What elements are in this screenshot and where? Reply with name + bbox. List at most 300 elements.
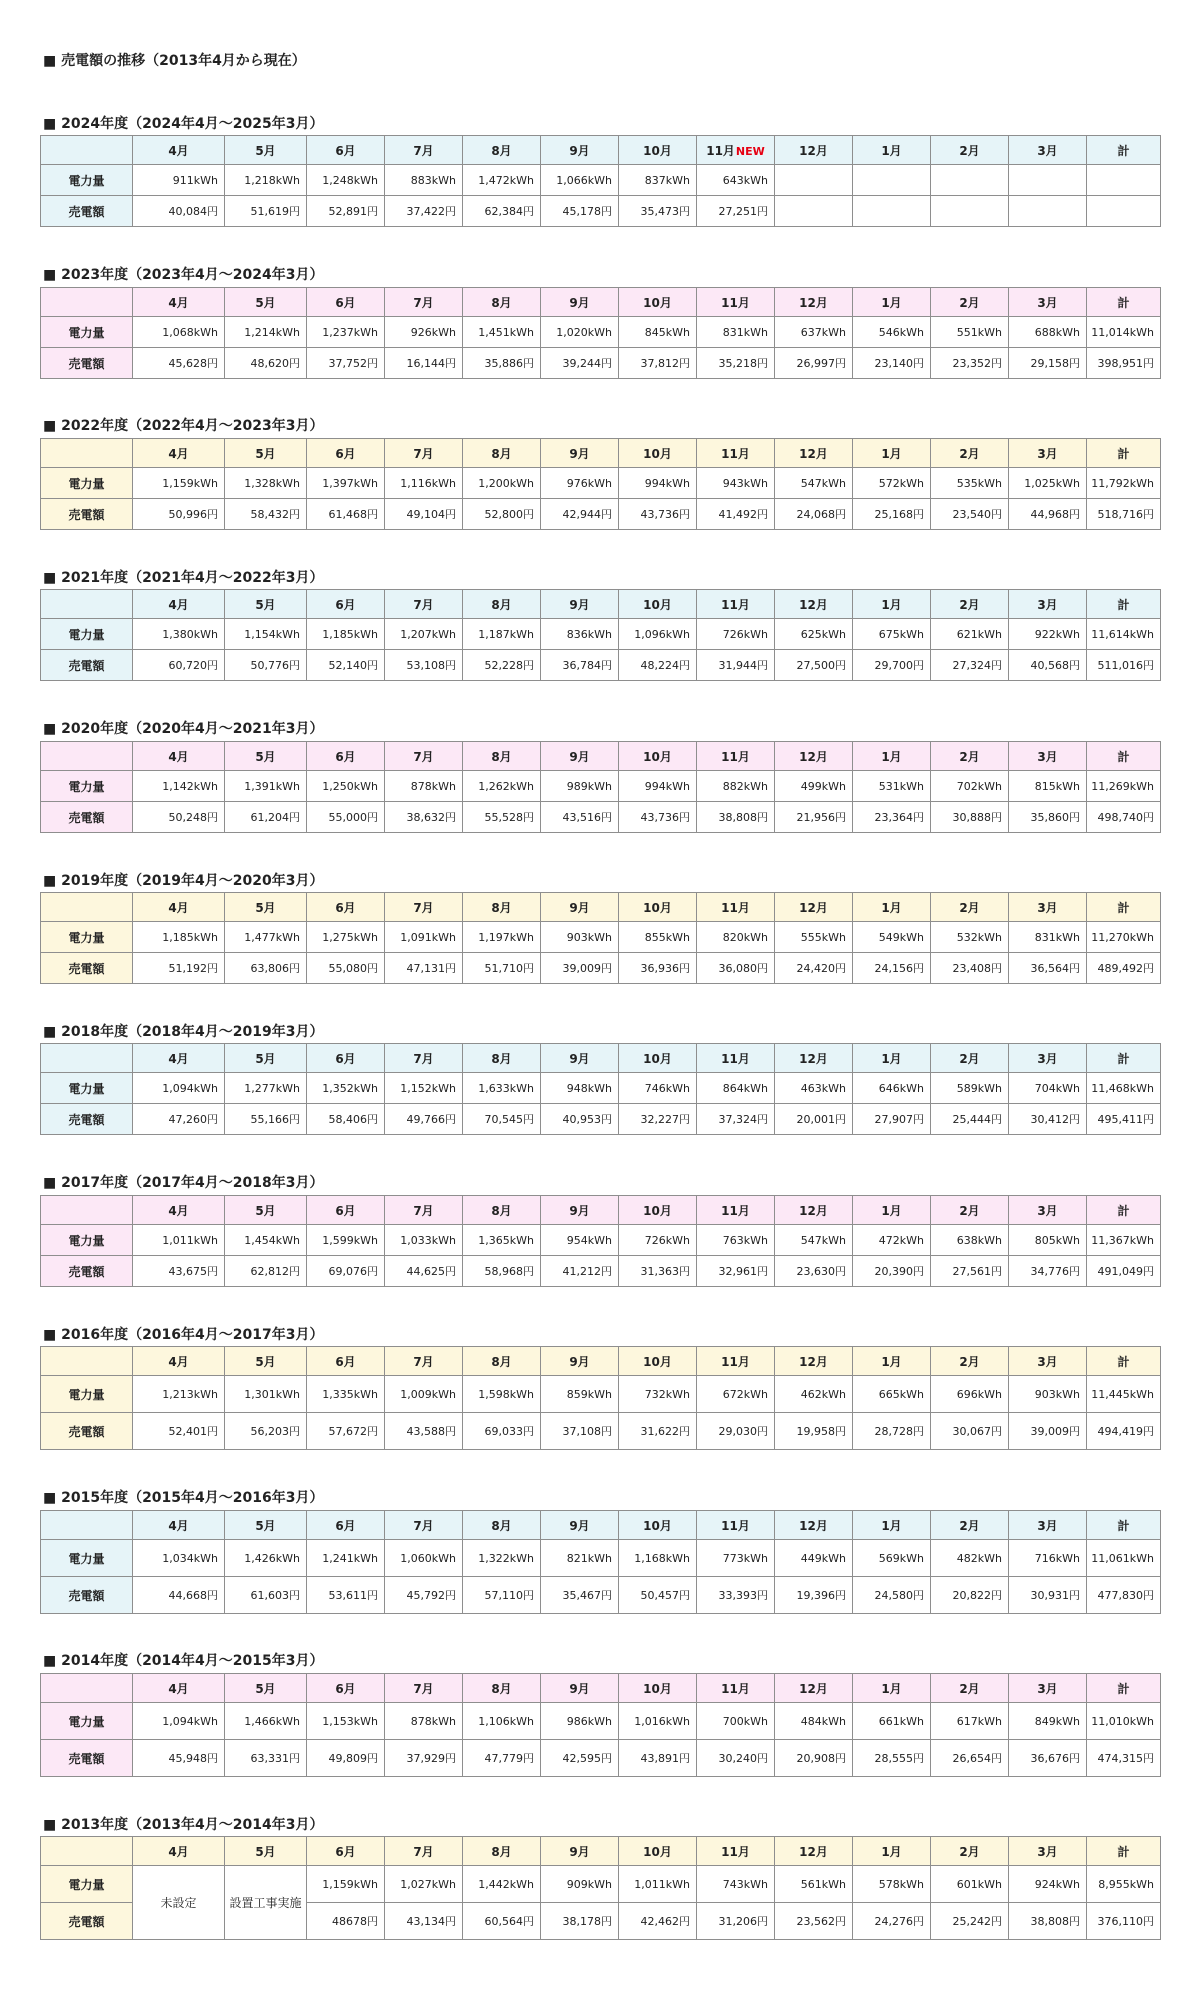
month-header: 7月: [385, 288, 463, 317]
table-cell: 1,466kWh: [225, 1703, 307, 1740]
table-cell: 44,625円: [385, 1256, 463, 1287]
energy-row: [41, 165, 1161, 196]
table-cell: 909kWh: [541, 1866, 619, 1903]
year-section-title: ■ 2015年度（2015年4月～2016年3月）: [43, 1490, 324, 1506]
month-header: 3月: [1009, 439, 1087, 468]
month-header: 12月: [775, 1347, 853, 1376]
table-cell: 1,472kWh: [463, 165, 541, 196]
month-header-row: [41, 439, 1161, 468]
table-cell: 30,412円: [1009, 1104, 1087, 1135]
month-header: 12月: [775, 590, 853, 619]
table-cell: 511,016円: [1087, 650, 1161, 681]
table-cell: 1,442kWh: [463, 1866, 541, 1903]
table-cell: 27,324円: [931, 650, 1009, 681]
table-cell: 491,049円: [1087, 1256, 1161, 1287]
table-cell: 1,185kWh: [133, 922, 225, 953]
month-header: 1月: [853, 742, 931, 771]
month-header: 4月: [133, 1674, 225, 1703]
table-cell: 49,104円: [385, 499, 463, 530]
month-header: 3月: [1009, 590, 1087, 619]
table-corner: [41, 136, 133, 165]
table-cell: 831kWh: [697, 317, 775, 348]
month-header-row: [41, 136, 1161, 165]
month-header: 計: [1087, 1347, 1161, 1376]
month-header: 11月: [697, 1347, 775, 1376]
table-cell: 55,528円: [463, 802, 541, 833]
month-header: 11月: [697, 1837, 775, 1866]
month-header: 8月: [463, 1674, 541, 1703]
table-cell: 38,808円: [697, 802, 775, 833]
table-cell: 1,218kWh: [225, 165, 307, 196]
month-header: 計: [1087, 439, 1161, 468]
month-header: 3月: [1009, 1837, 1087, 1866]
sales-row: [41, 802, 1161, 833]
month-header: 5月: [225, 439, 307, 468]
table-cell: 24,156円: [853, 953, 931, 984]
month-header: 11月: [697, 590, 775, 619]
table-cell: 27,500円: [775, 650, 853, 681]
table-cell: 53,611円: [307, 1577, 385, 1614]
month-header: 6月: [307, 1347, 385, 1376]
year-section-title: ■ 2019年度（2019年4月～2020年3月）: [43, 873, 324, 889]
table-cell: 27,907円: [853, 1104, 931, 1135]
table-cell: 35,218円: [697, 348, 775, 379]
month-header-row: [41, 590, 1161, 619]
sales-row: [41, 499, 1161, 530]
table-cell: 24,580円: [853, 1577, 931, 1614]
month-header: 計: [1087, 893, 1161, 922]
table-cell: 1,159kWh: [307, 1866, 385, 1903]
month-header: 10月: [619, 439, 697, 468]
table-cell: 1,335kWh: [307, 1376, 385, 1413]
table-cell: 589kWh: [931, 1073, 1009, 1104]
month-header: 7月: [385, 439, 463, 468]
year-section-title: ■ 2014年度（2014年4月～2015年3月）: [43, 1653, 324, 1669]
table-cell: 47,131円: [385, 953, 463, 984]
table-cell: 482kWh: [931, 1540, 1009, 1577]
month-header: 9月: [541, 742, 619, 771]
month-header: 10月: [619, 1196, 697, 1225]
table-cell: 27,561円: [931, 1256, 1009, 1287]
month-header: 2月: [931, 1347, 1009, 1376]
month-header: 9月: [541, 1347, 619, 1376]
table-cell: 561kWh: [775, 1866, 853, 1903]
table-cell: 1,214kWh: [225, 317, 307, 348]
table-cell: 1,598kWh: [463, 1376, 541, 1413]
month-header: 5月: [225, 590, 307, 619]
table-cell: 63,806円: [225, 953, 307, 984]
month-header-row: [41, 1511, 1161, 1540]
table-cell: 33,393円: [697, 1577, 775, 1614]
month-header: 5月: [225, 1347, 307, 1376]
table-cell: 23,408円: [931, 953, 1009, 984]
year-table: [40, 287, 1161, 379]
table-corner: [41, 742, 133, 771]
month-header: 10月: [619, 1347, 697, 1376]
table-cell: 51,192円: [133, 953, 225, 984]
table-cell: 704kWh: [1009, 1073, 1087, 1104]
month-header: 6月: [307, 1196, 385, 1225]
table-cell: 1,187kWh: [463, 619, 541, 650]
table-cell: [853, 165, 931, 196]
row-label: 電力量: [41, 165, 133, 196]
month-header: 8月: [463, 1837, 541, 1866]
row-label: 売電額: [41, 1413, 133, 1450]
month-header: 計: [1087, 590, 1161, 619]
table-cell: 943kWh: [697, 468, 775, 499]
sales-row: [41, 1413, 1161, 1450]
table-cell: 29,700円: [853, 650, 931, 681]
table-cell: 1,237kWh: [307, 317, 385, 348]
month-header: 4月: [133, 742, 225, 771]
table-cell: 702kWh: [931, 771, 1009, 802]
month-header: 12月: [775, 439, 853, 468]
row-label: 売電額: [41, 1256, 133, 1287]
table-cell: 25,444円: [931, 1104, 1009, 1135]
sales-row: [41, 196, 1161, 227]
table-cell: [1087, 196, 1161, 227]
table-cell: 549kWh: [853, 922, 931, 953]
table-cell: 23,562円: [775, 1903, 853, 1940]
table-cell: 954kWh: [541, 1225, 619, 1256]
table-cell: [1087, 165, 1161, 196]
month-header: 7月: [385, 893, 463, 922]
table-cell: 643kWh: [697, 165, 775, 196]
month-header: 10月: [619, 590, 697, 619]
row-label: 電力量: [41, 619, 133, 650]
month-header: 11月: [697, 1196, 775, 1225]
month-header: 2月: [931, 1511, 1009, 1540]
table-cell: 578kWh: [853, 1866, 931, 1903]
table-cell: 19,958円: [775, 1413, 853, 1450]
table-cell: 28,555円: [853, 1740, 931, 1777]
table-cell: 1,322kWh: [463, 1540, 541, 1577]
row-label: 売電額: [41, 348, 133, 379]
table-cell: 35,886円: [463, 348, 541, 379]
month-header: 12月: [775, 893, 853, 922]
row-label: 電力量: [41, 1540, 133, 1577]
table-cell: 1,011kWh: [133, 1225, 225, 1256]
year-section-title: ■ 2017年度（2017年4月～2018年3月）: [43, 1175, 324, 1191]
month-header: 4月: [133, 1196, 225, 1225]
table-cell: 883kWh: [385, 165, 463, 196]
table-cell: 1,106kWh: [463, 1703, 541, 1740]
table-cell: 665kWh: [853, 1376, 931, 1413]
month-header: 4月: [133, 893, 225, 922]
table-cell: 19,396円: [775, 1577, 853, 1614]
table-cell: 38,632円: [385, 802, 463, 833]
month-header: 3月: [1009, 1347, 1087, 1376]
table-cell: 398,951円: [1087, 348, 1161, 379]
month-header: 5月: [225, 742, 307, 771]
month-header: 2月: [931, 893, 1009, 922]
table-cell: 34,776円: [1009, 1256, 1087, 1287]
table-cell: 11,367kWh: [1087, 1225, 1161, 1256]
table-cell: 1,016kWh: [619, 1703, 697, 1740]
table-cell: 845kWh: [619, 317, 697, 348]
energy-row: [41, 317, 1161, 348]
month-header: 9月: [541, 1044, 619, 1073]
month-header: 2月: [931, 136, 1009, 165]
row-label: 売電額: [41, 196, 133, 227]
table-cell: 815kWh: [1009, 771, 1087, 802]
year-table: [40, 892, 1161, 984]
row-label: 電力量: [41, 771, 133, 802]
table-cell: 1,068kWh: [133, 317, 225, 348]
table-cell: 1,275kWh: [307, 922, 385, 953]
table-cell: 49,766円: [385, 1104, 463, 1135]
table-cell: 11,061kWh: [1087, 1540, 1161, 1577]
table-cell: 1,301kWh: [225, 1376, 307, 1413]
month-header: 10月: [619, 288, 697, 317]
merged-note-cell: 未設定: [133, 1866, 225, 1940]
month-header: 10月: [619, 1674, 697, 1703]
table-cell: 42,595円: [541, 1740, 619, 1777]
table-cell: 52,140円: [307, 650, 385, 681]
table-cell: 29,158円: [1009, 348, 1087, 379]
table-cell: 50,248円: [133, 802, 225, 833]
month-header: 9月: [541, 1196, 619, 1225]
year-section-title: ■ 2018年度（2018年4月～2019年3月）: [43, 1024, 324, 1040]
table-cell: 20,390円: [853, 1256, 931, 1287]
table-cell: 878kWh: [385, 1703, 463, 1740]
table-cell: 47,260円: [133, 1104, 225, 1135]
month-header: 7月: [385, 1674, 463, 1703]
month-header: 2月: [931, 1044, 1009, 1073]
table-cell: 31,206円: [697, 1903, 775, 1940]
table-cell: 535kWh: [931, 468, 1009, 499]
table-cell: 1,153kWh: [307, 1703, 385, 1740]
table-cell: 836kWh: [541, 619, 619, 650]
year-table: [40, 589, 1161, 681]
month-header: 10月: [619, 136, 697, 165]
month-header: 5月: [225, 288, 307, 317]
month-header: 2月: [931, 590, 1009, 619]
table-cell: 43,134円: [385, 1903, 463, 1940]
table-cell: 42,462円: [619, 1903, 697, 1940]
month-header-row: [41, 1196, 1161, 1225]
month-header: 計: [1087, 742, 1161, 771]
table-cell: 36,784円: [541, 650, 619, 681]
table-cell: 38,808円: [1009, 1903, 1087, 1940]
month-header: 6月: [307, 893, 385, 922]
table-cell: 41,212円: [541, 1256, 619, 1287]
table-cell: 820kWh: [697, 922, 775, 953]
table-cell: 37,108円: [541, 1413, 619, 1450]
table-cell: 1,094kWh: [133, 1703, 225, 1740]
month-header: 1月: [853, 893, 931, 922]
sales-row: [41, 1256, 1161, 1287]
month-header: 3月: [1009, 1511, 1087, 1540]
table-cell: 716kWh: [1009, 1540, 1087, 1577]
table-cell: 24,276円: [853, 1903, 931, 1940]
table-cell: 732kWh: [619, 1376, 697, 1413]
sales-row: [41, 650, 1161, 681]
year-section-title: ■ 2024年度（2024年4月～2025年3月）: [43, 116, 324, 132]
table-corner: [41, 439, 133, 468]
table-cell: 859kWh: [541, 1376, 619, 1413]
month-header: 12月: [775, 136, 853, 165]
year-table: [40, 1346, 1161, 1450]
table-cell: 555kWh: [775, 922, 853, 953]
month-header: 12月: [775, 1837, 853, 1866]
table-cell: 489,492円: [1087, 953, 1161, 984]
month-header: 7月: [385, 136, 463, 165]
table-cell: 51,619円: [225, 196, 307, 227]
table-cell: 39,009円: [1009, 1413, 1087, 1450]
month-header: 7月: [385, 1044, 463, 1073]
row-label: 売電額: [41, 499, 133, 530]
energy-row: [41, 1866, 1161, 1903]
table-cell: 743kWh: [697, 1866, 775, 1903]
table-cell: 726kWh: [619, 1225, 697, 1256]
table-cell: 700kWh: [697, 1703, 775, 1740]
table-cell: 621kWh: [931, 619, 1009, 650]
table-cell: 1,025kWh: [1009, 468, 1087, 499]
energy-row: [41, 1540, 1161, 1577]
table-cell: 35,860円: [1009, 802, 1087, 833]
month-header: 6月: [307, 1511, 385, 1540]
month-header: 6月: [307, 136, 385, 165]
table-cell: 569kWh: [853, 1540, 931, 1577]
year-table: [40, 1043, 1161, 1135]
table-cell: 52,228円: [463, 650, 541, 681]
table-cell: 24,420円: [775, 953, 853, 984]
table-cell: [1009, 165, 1087, 196]
month-header: 8月: [463, 136, 541, 165]
row-label: 電力量: [41, 1703, 133, 1740]
month-header: 4月: [133, 1044, 225, 1073]
table-cell: 49,809円: [307, 1740, 385, 1777]
table-cell: 37,812円: [619, 348, 697, 379]
table-cell: 31,622円: [619, 1413, 697, 1450]
table-cell: 572kWh: [853, 468, 931, 499]
month-header: 9月: [541, 1837, 619, 1866]
table-cell: 646kWh: [853, 1073, 931, 1104]
table-cell: 25,242円: [931, 1903, 1009, 1940]
table-cell: 38,178円: [541, 1903, 619, 1940]
table-cell: 1,011kWh: [619, 1866, 697, 1903]
table-cell: 376,110円: [1087, 1903, 1161, 1940]
month-header: 1月: [853, 1044, 931, 1073]
table-cell: 617kWh: [931, 1703, 1009, 1740]
month-header: 8月: [463, 1511, 541, 1540]
table-cell: 44,968円: [1009, 499, 1087, 530]
table-cell: 57,110円: [463, 1577, 541, 1614]
month-header: 3月: [1009, 288, 1087, 317]
table-cell: 50,996円: [133, 499, 225, 530]
month-header: 7月: [385, 1511, 463, 1540]
table-cell: 26,997円: [775, 348, 853, 379]
month-header: 12月: [775, 742, 853, 771]
table-cell: 805kWh: [1009, 1225, 1087, 1256]
table-cell: 1,033kWh: [385, 1225, 463, 1256]
table-cell: 763kWh: [697, 1225, 775, 1256]
month-header: 5月: [225, 1511, 307, 1540]
table-cell: 1,091kWh: [385, 922, 463, 953]
table-cell: 29,030円: [697, 1413, 775, 1450]
month-header: 9月: [541, 590, 619, 619]
table-cell: 37,324円: [697, 1104, 775, 1135]
month-header: 8月: [463, 1196, 541, 1225]
month-header: 4月: [133, 288, 225, 317]
month-header: 11月NEW: [697, 136, 775, 165]
month-header: 8月: [463, 439, 541, 468]
row-label: 電力量: [41, 1225, 133, 1256]
table-cell: 1,397kWh: [307, 468, 385, 499]
month-header: 9月: [541, 288, 619, 317]
table-cell: 11,269kWh: [1087, 771, 1161, 802]
table-cell: 449kWh: [775, 1540, 853, 1577]
table-cell: 20,908円: [775, 1740, 853, 1777]
energy-row: [41, 1703, 1161, 1740]
table-cell: 1,154kWh: [225, 619, 307, 650]
table-cell: 1,066kWh: [541, 165, 619, 196]
month-header: 11月: [697, 1044, 775, 1073]
table-cell: 43,588円: [385, 1413, 463, 1450]
month-header: 12月: [775, 1196, 853, 1225]
table-cell: [775, 165, 853, 196]
table-cell: 37,929円: [385, 1740, 463, 1777]
table-cell: 821kWh: [541, 1540, 619, 1577]
year-table: [40, 1673, 1161, 1777]
table-cell: 30,067円: [931, 1413, 1009, 1450]
table-cell: 831kWh: [1009, 922, 1087, 953]
table-cell: 53,108円: [385, 650, 463, 681]
month-header: 1月: [853, 1347, 931, 1376]
table-cell: 30,240円: [697, 1740, 775, 1777]
sales-row: [41, 1104, 1161, 1135]
table-cell: 40,953円: [541, 1104, 619, 1135]
table-cell: 948kWh: [541, 1073, 619, 1104]
month-header: 8月: [463, 742, 541, 771]
table-cell: 37,422円: [385, 196, 463, 227]
month-header: 2月: [931, 288, 1009, 317]
month-header: 5月: [225, 1837, 307, 1866]
energy-row: [41, 771, 1161, 802]
table-cell: 40,084円: [133, 196, 225, 227]
table-cell: 23,364円: [853, 802, 931, 833]
month-header: 11月: [697, 1511, 775, 1540]
table-cell: 1,477kWh: [225, 922, 307, 953]
month-header: 11月: [697, 893, 775, 922]
table-cell: 1,168kWh: [619, 1540, 697, 1577]
merged-note-cell: 設置工事実施: [225, 1866, 307, 1940]
sales-row: [41, 1577, 1161, 1614]
table-cell: 1,365kWh: [463, 1225, 541, 1256]
table-cell: 484kWh: [775, 1703, 853, 1740]
month-header: 10月: [619, 1511, 697, 1540]
table-cell: 696kWh: [931, 1376, 1009, 1413]
table-cell: 989kWh: [541, 771, 619, 802]
table-cell: 1,096kWh: [619, 619, 697, 650]
table-cell: 55,000円: [307, 802, 385, 833]
table-cell: 45,628円: [133, 348, 225, 379]
table-cell: [931, 196, 1009, 227]
month-header: 計: [1087, 1674, 1161, 1703]
month-header: 11月: [697, 1674, 775, 1703]
table-cell: 31,944円: [697, 650, 775, 681]
month-header: 10月: [619, 1837, 697, 1866]
table-cell: 903kWh: [1009, 1376, 1087, 1413]
year-table: [40, 741, 1161, 833]
month-header-row: [41, 288, 1161, 317]
table-cell: 43,891円: [619, 1740, 697, 1777]
table-cell: 11,614kWh: [1087, 619, 1161, 650]
table-cell: 1,451kWh: [463, 317, 541, 348]
table-cell: 51,710円: [463, 953, 541, 984]
table-cell: 1,185kWh: [307, 619, 385, 650]
